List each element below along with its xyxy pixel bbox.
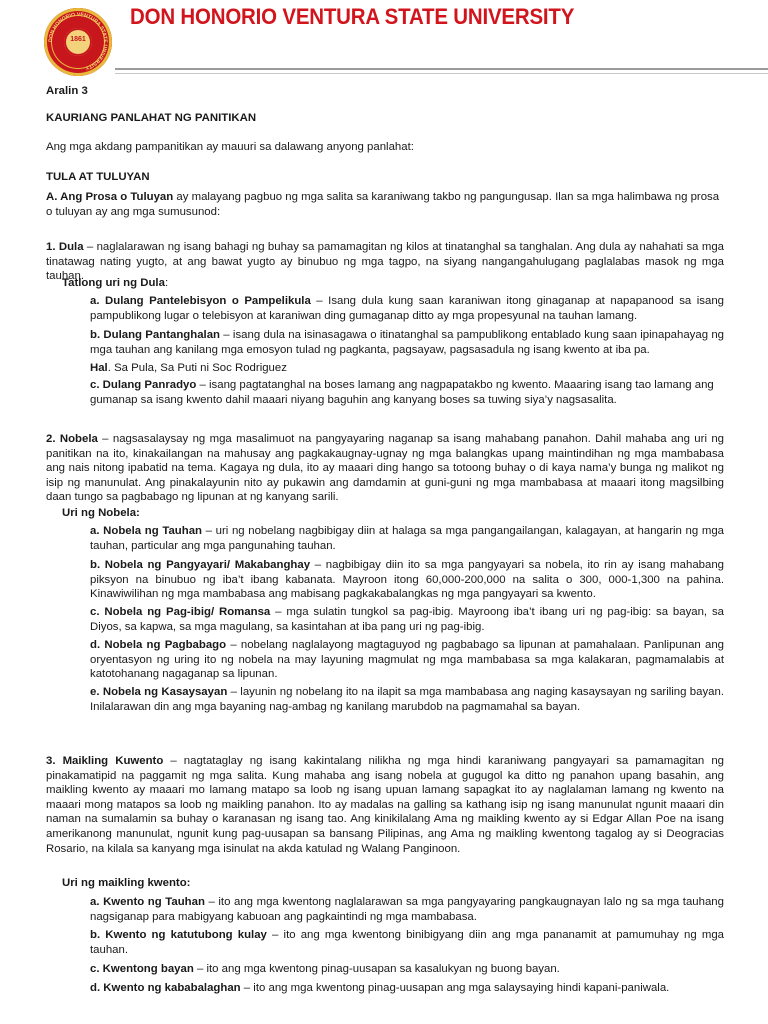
list-item	[90, 638, 724, 682]
maikling-kuwento-text: – nagtataglay ng isang kakintalang nilikha ng mga hindi karaniwang pangyayari sa pamamagitan ng pinakamatipid na paggamit ng mga salita. Kung mahaba ang isang nobela at gugugol ka ditto ng panahon upang basahin, ang maikling kwento ay maaari mo lamang matapo sa loob ng isang upuan lamang sapagkat ito ay naglalaman lamang ng kwento na maaari mong matapos sa loob ng maikling panahon. Ito ay madalas na galling sa kathang isip ng isang manunulat ngunit maaari din naman na sumalamin sa buhay o karanasan ng isang tao. Ang kinikilalang Ama ng maikling kwento ay si Edgar Allan Poe na isang amerikanong manunulat, ngunit kung pag-uusapan sa bansang Pilipinas, ang Ama ng maikling kwentong tagalog ay si Deogracias Rosario, na kilala sa kanyang mga isinulat na akda katulad ng Walang Panginoon.	[46, 755, 724, 855]
dula-types-heading	[62, 276, 724, 291]
dula-type-text: – isang pagtatanghal na boses lamang ang nagpapatakbo ng kwento. Maaaring isang tao lamang ang gumanap sa isang kwento dahil maaari niyang baguhin ang kanyang boses sa tuwing siya’y nagsasalita.	[90, 379, 714, 406]
lesson-number: Aralin 3	[46, 85, 88, 97]
dula-type-term: a. Dulang Pantelebisyon o Pampelikula	[90, 295, 311, 307]
seal-emblem	[64, 28, 92, 56]
seal-year: 1861	[70, 36, 86, 43]
section-heading: TULA AT TULUYAN	[46, 171, 150, 183]
list-item	[90, 361, 724, 376]
university-seal	[44, 8, 112, 76]
nobela-type-term: e. Nobela ng Kasaysayan	[90, 686, 228, 698]
nobela-term: 2. Nobela	[46, 433, 98, 445]
list-item	[90, 378, 724, 407]
dula-term: 1. Dula	[46, 241, 84, 253]
dula-types-heading-colon: :	[164, 277, 169, 289]
list-item	[90, 605, 724, 634]
list-item	[90, 981, 724, 996]
nobela-type-text: – nagbibigay diin ito sa mga pangyayari sa nobela, ito rin ay isang mahabang piksyon na binubuo ng iba’t ibang kabanata. Mayroon itong 60,000-200,000 na salita o 300, 000-1,300 na pahina. Kinawiwilihan ng mga mambabasa ang mabisang pagkakabalangkas ng mga pangyayari sa kwento.	[90, 559, 725, 601]
kwento-type-term: a. Kwento ng Tauhan	[90, 896, 205, 908]
dula-types-heading-text: Tatlong uri ng Dula	[62, 277, 165, 289]
prose-text: ay malayang pagbuo ng mga salita sa karaniwang takbo ng pangungusap. Ilan sa mga halimbawa ng prosa o tuluyan ay ang mga sumusunod:	[46, 191, 720, 218]
nobela-type-term: c. Nobela ng Pag-ibig/ Romansa	[90, 606, 271, 618]
nobela-type-term: b. Nobela ng Pangyayari/ Makabanghay	[90, 559, 311, 571]
list-item	[90, 962, 724, 977]
kwento-type-text: – ito ang mga kwentong pinag-uusapan ang mga salaysaying hindi kapani-paniwala.	[240, 982, 670, 994]
maikling-kuwento-types-heading: Uri ng maikling kwento:	[62, 877, 191, 889]
list-item	[90, 294, 724, 323]
nobela-definition	[46, 432, 724, 505]
nobela-type-text: – nobelang naglalayong magtaguyod ng pagbabago sa lipunan at pamahalaan. Panlipunan ang oryentasyon ng uring ito ng nobela na may layuning magmulat ng mga mambabasa sa mga kalakaran, pagmamalabis at katotohanang nagaganap sa lipunan.	[90, 639, 724, 681]
nobela-type-term: d. Nobela ng Pagbabago	[90, 639, 227, 651]
kwento-type-term: d. Kwento ng kababalaghan	[90, 982, 241, 994]
list-item	[90, 895, 724, 924]
dula-type-text: – Isang dula kung saan karaniwan itong ginaganap at napapanood sa isang pampublikong lugar o telebisyon at karaniwan ding gumaganap ditto ay mga propesyunal na tauhan lamang.	[90, 295, 724, 322]
prose-definition	[46, 190, 724, 219]
prose-term: A. Ang Prosa o Tuluyan	[46, 191, 174, 203]
maikling-kuwento-term: 3. Maikling Kuwento	[46, 755, 164, 767]
nobela-type-text: – layunin ng nobelang ito na ilapit sa mga mambabasa ang naging kasaysayan ng sariling bayan. Inilalarawan din ang mga bayaning nag-ambag ng kanilang marubdob na pagmamahal sa bayan.	[90, 686, 724, 713]
list-item	[90, 328, 724, 357]
university-name: DON HONORIO VENTURA STATE UNIVERSITY	[130, 4, 575, 29]
maikling-kuwento-definition	[46, 754, 724, 856]
lesson-title: KAURIANG PANLAHAT NG PANITIKAN	[46, 112, 257, 124]
nobela-types-heading: Uri ng Nobela:	[62, 507, 140, 519]
list-item	[90, 685, 724, 714]
list-item	[90, 524, 724, 553]
seal-ring-text: DON HONORIO VENTURA STATE UNIVERSITY	[47, 11, 109, 71]
dula-text: – naglalarawan ng isang bahagi ng buhay sa pamamagitan ng kilos at tinatanghal sa tanghalan. Ang dula ay nahahati sa mga tinatawag nating yugto, at ang bawat yugto ay binubuo ng mga tagpo, na siyang nangangahulugang paglalabas masok ng mga tauhan.	[46, 241, 724, 283]
nobela-type-text: – uri ng nobelang nagbibigay diin at halaga sa mga pangangailangan, kalagayan, at hangarin ng mga tauhan, particular ang mga pangunahing tauhan.	[90, 525, 724, 552]
kwento-type-text: – ito ang mga kwentong pinag-uusapan sa kasalukyan ng buong bayan.	[193, 963, 560, 975]
dula-type-term: c. Dulang Panradyo	[90, 379, 197, 391]
list-item	[90, 928, 724, 957]
kwento-type-term: b. Kwento ng katutubong kulay	[90, 929, 267, 941]
nobela-type-text: – mga sulatin tungkol sa pag-ibig. Mayroong iba’t ibang uri ng pag-ibig: sa bayan, sa Diyos, sa kapwa, sa mga magulang, sa kasintahan at iba pang uri ng pag-ibig.	[90, 606, 725, 633]
dula-type-term: b. Dulang Pantanghalan	[90, 329, 220, 341]
list-item	[90, 558, 724, 602]
kwento-type-term: c. Kwentong bayan	[90, 963, 194, 975]
nobela-type-term: a. Nobela ng Tauhan	[90, 525, 202, 537]
header-divider	[115, 68, 768, 70]
dula-example-text: . Sa Pula, Sa Puti ni Soc Rodriguez	[107, 362, 287, 374]
nobela-text: – nagsasalaysay ng mga masalimuot na pangyayaring naganap sa isang mahabang panahon. Dahil mahaba ang uri ng panitikan na ito, kinakailangan na mahusay ang pagkakaugnay-ugnay ng mga balangkas upang maintindihan ng mga mambabasa ang nais nitong ipabatid na tema. Kagaya ng dula, ito ay maaari ding hango sa totoong buhay o di kaya nama’y bunga ng malikot ng isip ng manunulat. Ang pinakalayunin nito ay pukawin ang damdamin at guni-guni ng mga mambabasa at maaari itong magsilbing daan tungo sa pagbabago ng lipunan at ng kanyang sarili.	[46, 433, 724, 504]
kwento-type-text: – ito ang mga kwentong naglalarawan sa mga pangyayaring pangkaugnayan lalo ng sa mga tauhang nagsiganap para mabigyang kabuoan ang pagkaintindi ng mga mambabasa.	[90, 896, 724, 923]
dula-example-term: Hal	[90, 362, 108, 374]
header-divider-thin	[115, 73, 768, 74]
dula-type-text: – isang dula na isinasagawa o itinatanghal sa pampublikong entablado kung saan ipinapahayag ng mga tauhan ang kanilang mga emosyon tulad ng pagkanta, pagsayaw, pagsasadula ng isang kwento at iba pa.	[90, 329, 724, 356]
lesson-intro: Ang mga akdang pampanitikan ay mauuri sa dalawang anyong panlahat:	[46, 141, 414, 153]
document-header	[0, 0, 768, 80]
kwento-type-text: – ito ang mga kwentong binibigyang diin ang mga pananamit at pamumuhay ng mga tauhan.	[90, 929, 724, 956]
